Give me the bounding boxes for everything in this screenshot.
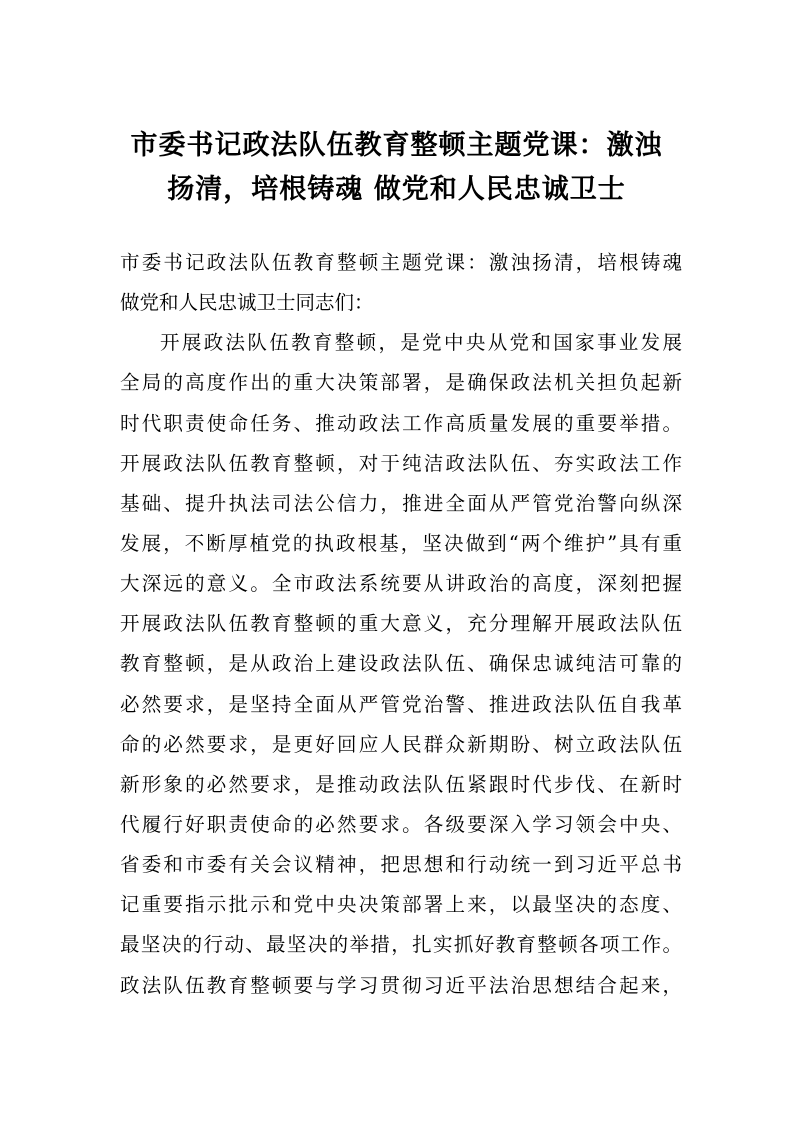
- body-line: 开展政法队伍教育整顿的重大意义，充分理解开展政法队伍: [120, 612, 682, 636]
- document-title-line-1: 市委书记政法队伍教育整顿主题党课：激浊: [130, 130, 663, 161]
- body-line: 必然要求，是坚持全面从严管党治警、推进政法队伍自我革: [120, 692, 682, 716]
- body-line: 省委和市委有关会议精神，把思想和行动统一到习近平总书: [120, 853, 682, 877]
- body-line: 记重要指示批示和党中央决策部署上来，以最坚决的态度、: [120, 893, 682, 917]
- body-line: 代履行好职责使命的必然要求。各级要深入学习领会中央、: [120, 812, 682, 836]
- body-line: 基础、提升执法司法公信力，推进全面从严管党治警向纵深: [120, 491, 682, 515]
- body-line: 市委书记政法队伍教育整顿主题党课：激浊扬清，培根铸魂: [120, 251, 682, 274]
- body-line: 开展政法队伍教育整顿，对于纯洁政法队伍、夯实政法工作: [120, 451, 682, 475]
- body-line: 做党和人民忠诚卫士同志们：: [120, 291, 374, 315]
- body-line: 时代职责使命任务、推动政法工作高质量发展的重要举措。: [120, 411, 682, 435]
- document-title-line-2: 扬清，培根铸魂 做党和人民忠诚卫士: [167, 174, 626, 205]
- body-line: 命的必然要求，是更好回应人民群众新期盼、树立政法队伍: [120, 732, 682, 756]
- body-line: 教育整顿，是从政治上建设政法队伍、确保忠诚纯洁可靠的: [120, 652, 682, 676]
- body-line: 新形象的必然要求，是推动政法队伍紧跟时代步伐、在新时: [120, 772, 682, 796]
- body-line: 政法队伍教育整顿要与学习贯彻习近平法治思想结合起来，: [120, 973, 682, 997]
- document-body: [120, 243, 682, 1006]
- body-line: 大深远的意义。全市政法系统要从讲政治的高度，深刻把握: [120, 572, 682, 596]
- body-line: 最坚决的行动、最坚决的举措，扎实抓好教育整顿各项工作。: [120, 933, 682, 957]
- body-line: 开展政法队伍教育整顿，是党中央从党和国家事业发展: [160, 331, 682, 355]
- body-line: 发展，不断厚植党的执政根基，坚决做到“两个维护”具有重: [120, 531, 682, 555]
- body-line: 全局的高度作出的重大决策部署，是确保政法机关担负起新: [120, 371, 682, 395]
